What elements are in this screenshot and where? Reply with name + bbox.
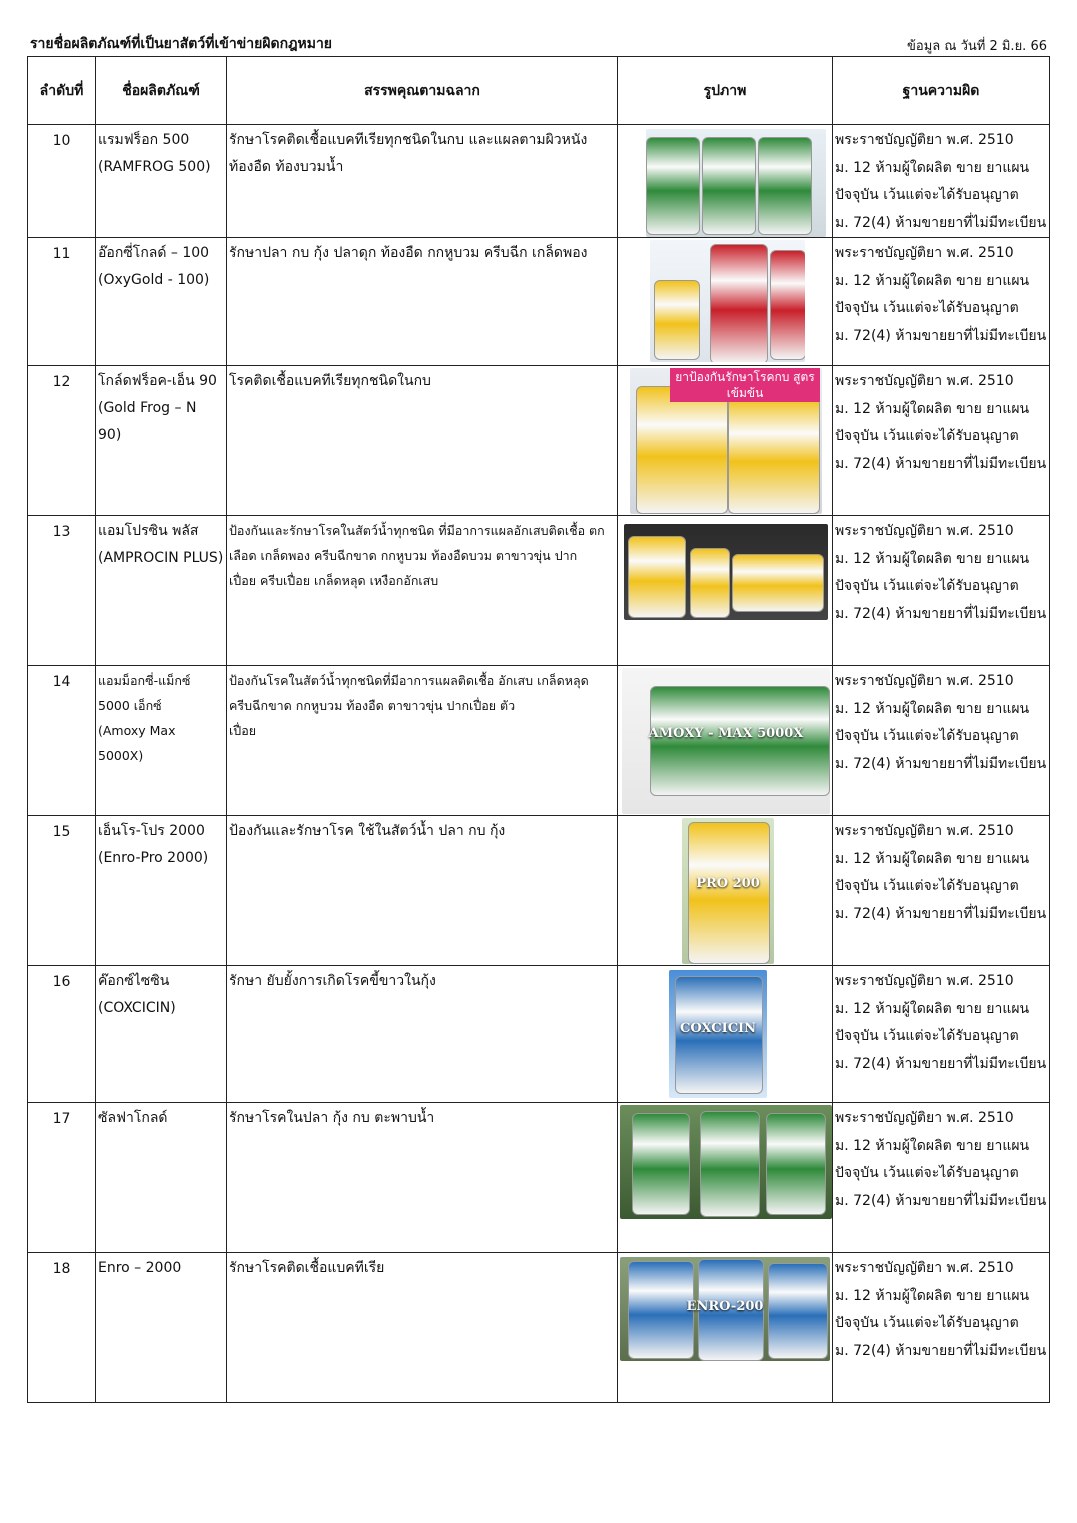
law-line: ม. 12 ห้ามผู้ใดผลิต ขาย ยาแผน [835,400,1030,417]
law-line: ม. 72(4) ห้ามขายยาที่ไม่มีทะเบียน [835,327,1047,344]
law-line: ม. 72(4) ห้ามขายยาที่ไม่มีทะเบียน [835,455,1047,472]
product-name-line: (COXCICIN) [98,1000,176,1016]
row-number: 13 [28,516,96,666]
row-number: 16 [28,966,96,1103]
row-number: 11 [28,238,96,366]
product-photo-icon [646,129,826,237]
law-line: พระราชบัญญัติยา พ.ศ. 2510 [835,673,1014,689]
product-photo-icon [620,1257,830,1361]
law-line: พระราชบัญญัติยา พ.ศ. 2510 [835,373,1014,389]
product-photo-cell [618,125,833,238]
property-line: ป้องกันโรคในสัตว์น้ำทุกชนิดที่มีอาการแผลติดเชื้อ อักเสบ เกล็ดหลุด [229,673,589,688]
law-line: ม. 12 ห้ามผู้ใดผลิต ขาย ยาแผน [835,1137,1030,1154]
product-jar [770,250,805,360]
col-header-offense: ฐานความผิด [833,57,1050,125]
property-line: เปื่อย ครีบเปื่อย เกล็ดหลุด เหงือกอักเสบ [229,573,439,588]
law-line: ม. 72(4) ห้ามขายยาที่ไม่มีทะเบียน [835,214,1047,231]
offense-basis [833,666,1050,816]
photo-banner: ยาป้องกันรักษาโรคกบ สูตรเข้มข้น [670,368,820,402]
illegal-products-table [27,56,1050,1403]
product-photo-icon [622,668,830,814]
product-name-line: (Gold Frog – N [98,400,197,416]
product-jar [646,137,700,235]
product-photo-icon [669,970,767,1098]
product-jar [632,1113,690,1215]
product-properties [227,125,618,238]
law-line: พระราชบัญญัติยา พ.ศ. 2510 [835,523,1014,539]
property-line: ป้องกันและรักษาโรคในสัตว์น้ำทุกชนิด ที่มีอาการแผลอักเสบติดเชื้อ ตก [229,523,605,538]
product-name-line: แรมฟร็อก 500 [98,132,190,148]
law-line: ปัจจุบัน เว้นแต่จะได้รับอนุญาต [835,578,1019,594]
law-line: ม. 72(4) ห้ามขายยาที่ไม่มีทะเบียน [835,1055,1047,1072]
row-number: 15 [28,816,96,966]
col-header-photo: รูปภาพ [618,57,833,125]
law-line: ม. 12 ห้ามผู้ใดผลิต ขาย ยาแผน [835,272,1030,289]
law-line: ม. 12 ห้ามผู้ใดผลิต ขาย ยาแผน [835,550,1030,567]
product-name-line: แอมม็อกซี่-แม็กซ์ [98,673,191,688]
law-line: ม. 12 ห้ามผู้ใดผลิต ขาย ยาแผน [835,700,1030,717]
product-jar [702,137,756,235]
product-photo-icon [630,368,822,514]
product-photo-cell [618,666,833,816]
property-line: รักษาโรคในปลา กุ้ง กบ ตะพาบน้ำ [229,1110,435,1126]
law-line: ม. 12 ห้ามผู้ใดผลิต ขาย ยาแผน [835,1287,1030,1304]
property-line: โรคติดเชื้อแบคทีเรียทุกชนิดในกบ [229,373,431,389]
product-name [96,966,227,1103]
product-photo-cell [618,238,833,366]
property-line: เปื่อย [229,723,257,738]
photo-label: AMOXY - MAX 5000X [648,726,804,742]
product-properties [227,516,618,666]
law-line: ม. 72(4) ห้ามขายยาที่ไม่มีทะเบียน [835,1192,1047,1209]
product-photo-icon [624,524,828,620]
product-photo-icon [682,818,774,964]
law-line: ปัจจุบัน เว้นแต่จะได้รับอนุญาต [835,1165,1019,1181]
product-name-line: (RAMFROG 500) [98,159,211,175]
property-line: รักษา ยับยั้งการเกิดโรคขี้ขาวในกุ้ง [229,973,436,989]
product-name-line: (Enro-Pro 2000) [98,850,209,866]
property-line: เลือด เกล็ดพอง ครีบฉีกขาด กกหูบวม ท้องอืดบวม ตาขาวขุ่น ปาก [229,548,578,563]
product-name [96,516,227,666]
product-name [96,666,227,816]
law-line: ม. 12 ห้ามผู้ใดผลิต ขาย ยาแผน [835,1000,1030,1017]
law-line: ปัจจุบัน เว้นแต่จะได้รับอนุญาต [835,1028,1019,1044]
property-line: ป้องกันและรักษาโรค ใช้ในสัตว์น้ำ ปลา กบ กุ้ง [229,823,506,839]
law-line: พระราชบัญญัติยา พ.ศ. 2510 [835,1110,1014,1126]
offense-basis [833,366,1050,516]
photo-label: PRO 200 [696,876,760,892]
product-name [96,238,227,366]
photo-label: COXCICIN [679,1021,757,1037]
product-photo-cell [618,1103,833,1253]
product-properties [227,1253,618,1403]
table-header-row [28,57,1050,125]
law-line: ม. 12 ห้ามผู้ใดผลิต ขาย ยาแผน [835,850,1030,867]
product-jar [700,1111,760,1217]
product-photo-icon [620,1105,832,1219]
row-number: 12 [28,366,96,516]
table-row [28,366,1050,516]
property-line: รักษาปลา กบ กุ้ง ปลาดุก ท้องอืด กกหูบวม ครีบฉีก เกล็ดพอง [229,245,588,261]
product-name [96,816,227,966]
law-line: ปัจจุบัน เว้นแต่จะได้รับอนุญาต [835,878,1019,894]
product-name-line: Enro – 2000 [98,1260,182,1276]
table-row [28,238,1050,366]
product-name-line: 5000 เอ็กซ์ [98,698,162,713]
data-date: ข้อมูล ณ วันที่ 2 มิ.ย. 66 [907,39,1047,54]
product-name-line: (Amoxy Max 5000X) [98,723,176,763]
product-name [96,1253,227,1403]
offense-basis [833,516,1050,666]
table-row [28,666,1050,816]
law-line: ปัจจุบัน เว้นแต่จะได้รับอนุญาต [835,728,1019,744]
property-line: ท้องอืด ท้องบวมน้ำ [229,159,344,175]
product-photo-cell [618,366,833,516]
table-row [28,125,1050,238]
property-line: รักษาโรคติดเชื้อแบคทีเรียทุกชนิดในกบ และแผลตามผิวหนัง [229,132,588,148]
product-properties [227,366,618,516]
row-number: 14 [28,666,96,816]
product-properties [227,666,618,816]
product-name-line: (AMPROCIN PLUS) [98,550,224,566]
col-header-properties: สรรพคุณตามฉลาก [227,57,618,125]
law-line: ม. 72(4) ห้ามขายยาที่ไม่มีทะเบียน [835,605,1047,622]
product-properties [227,1103,618,1253]
product-properties [227,238,618,366]
table-row [28,516,1050,666]
law-line: ม. 72(4) ห้ามขายยาที่ไม่มีทะเบียน [835,755,1047,772]
product-jar [690,548,730,618]
table-row [28,1103,1050,1253]
law-line: พระราชบัญญัติยา พ.ศ. 2510 [835,245,1014,261]
product-name-line: ซัลฟาโกลด์ [98,1110,168,1126]
product-jar [766,1113,826,1215]
page-title: รายชื่อผลิตภัณฑ์ที่เป็นยาสัตว์ที่เข้าข่ายผิดกฎหมาย [30,36,333,52]
law-line: ม. 12 ห้ามผู้ใดผลิต ขาย ยาแผน [835,159,1030,176]
row-number: 18 [28,1253,96,1403]
product-properties [227,816,618,966]
row-number: 17 [28,1103,96,1253]
product-photo-cell [618,1253,833,1403]
product-name-line: อ๊อกซี่โกลด์ – 100 [98,245,210,261]
product-name [96,366,227,516]
offense-basis [833,125,1050,238]
product-name-line: โกล์ดฟร็อค-เอ็น 90 [98,373,217,389]
law-line: พระราชบัญญัติยา พ.ศ. 2510 [835,132,1014,148]
product-jar [728,398,820,514]
row-number: 10 [28,125,96,238]
property-line: ครีบฉีกขาด กกหูบวม ท้องอืด ตาขาวขุ่น ปากเปื่อย ตัว [229,698,516,713]
offense-basis [833,1253,1050,1403]
product-jar [758,137,812,235]
product-jar [628,536,686,618]
law-line: พระราชบัญญัติยา พ.ศ. 2510 [835,1260,1014,1276]
product-jar [636,386,728,514]
offense-basis [833,238,1050,366]
product-photo-icon [650,240,805,362]
law-line: ปัจจุบัน เว้นแต่จะได้รับอนุญาต [835,428,1019,444]
law-line: ปัจจุบัน เว้นแต่จะได้รับอนุญาต [835,1315,1019,1331]
law-line: ม. 72(4) ห้ามขายยาที่ไม่มีทะเบียน [835,1342,1047,1359]
offense-basis [833,816,1050,966]
product-name-line: ค๊อกซ์ไซซิน [98,973,170,989]
product-photo-cell [618,966,833,1103]
product-photo-cell [618,816,833,966]
property-line: รักษาโรคติดเชื้อแบคทีเรีย [229,1260,385,1276]
col-header-no: ลำดับที่ [28,57,96,125]
law-line: ปัจจุบัน เว้นแต่จะได้รับอนุญาต [835,187,1019,203]
photo-label: ENRO-200 [686,1298,764,1314]
law-line: พระราชบัญญัติยา พ.ศ. 2510 [835,973,1014,989]
product-jar [710,244,768,362]
col-header-name: ชื่อผลิตภัณฑ์ [96,57,227,125]
law-line: ปัจจุบัน เว้นแต่จะได้รับอนุญาต [835,300,1019,316]
law-line: ม. 72(4) ห้ามขายยาที่ไม่มีทะเบียน [835,905,1047,922]
product-properties [227,966,618,1103]
law-line: พระราชบัญญัติยา พ.ศ. 2510 [835,823,1014,839]
product-name-line: เอ็นโร-โปร 2000 [98,823,205,839]
table-row [28,816,1050,966]
product-name [96,125,227,238]
product-name-line: แอมโปรซิน พลัส [98,523,199,539]
product-name [96,1103,227,1253]
product-jar [688,822,770,964]
table-row [28,1253,1050,1403]
offense-basis [833,966,1050,1103]
product-jar [732,554,824,612]
product-photo-cell [618,516,833,666]
table-row [28,966,1050,1103]
product-jar [654,280,700,360]
product-name-line: (OxyGold - 100) [98,272,210,288]
offense-basis [833,1103,1050,1253]
product-name-line: 90) [98,427,122,443]
